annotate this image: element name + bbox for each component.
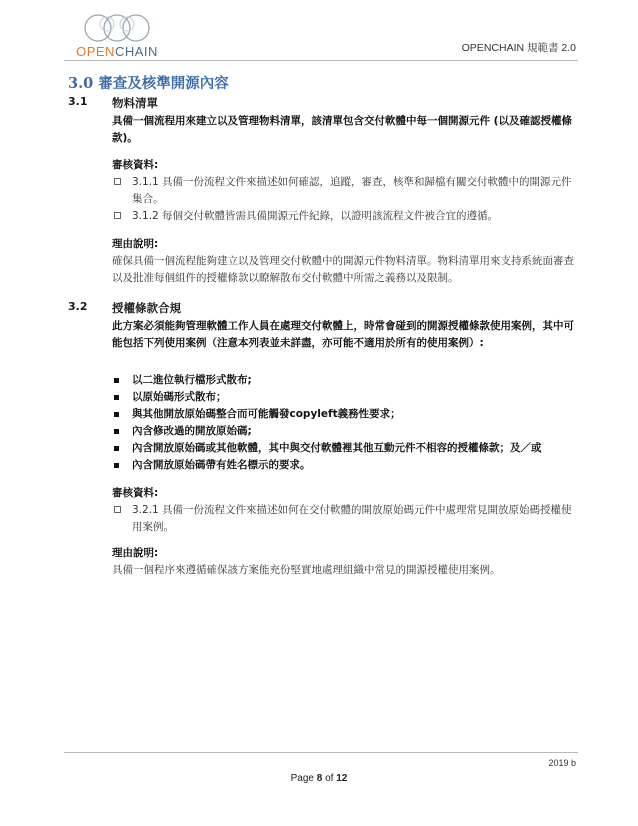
- review-label: 審核資料:: [112, 159, 159, 171]
- requirement-description: 此方案必須能夠管理軟體工作人員在處理交付軟體上，時常會碰到的開源授權條款使用案例，其中可能包括下列使用案例（注意本列表並未詳盡，亦可能不適用於所有的使用案例）:: [112, 320, 574, 349]
- list-item: 以原始碼形式散布；: [112, 389, 578, 406]
- section-heading: 3.0 審查及核準開源內容: [68, 75, 229, 92]
- subsection-number: 3.1: [68, 95, 88, 108]
- footer-divider: [64, 752, 578, 753]
- subsection-title: 授權條款合規: [112, 301, 181, 315]
- footer-version: 2019 b: [548, 758, 576, 768]
- bullet-square-icon: [114, 429, 119, 434]
- bullet-square-icon: [114, 412, 119, 417]
- list-item: 與其他開放原始碼整合而可能觸發copyleft義務性要求；: [112, 406, 578, 423]
- page-number: Page 8 of 12: [290, 773, 348, 784]
- requirement-description: 具備一個流程用來建立以及管理物料清單，該清單包含交付軟體中每一個開源元件 (以及確認授權條款)。: [112, 115, 572, 144]
- checkbox-icon: [114, 178, 121, 185]
- review-item: 3.1.1 具備一份流程文件來描述如何確認，追蹤，審查，核準和歸檔有關交付軟體中的開源元件集合。: [112, 174, 578, 208]
- use-case-list: [112, 372, 578, 474]
- bullet-square-icon: [114, 378, 119, 383]
- list-item: 內含修改過的開放原始碼;: [112, 423, 578, 440]
- bullet-square-icon: [114, 395, 119, 400]
- openchain-logo: [62, 10, 172, 62]
- review-list: [112, 502, 578, 536]
- review-item: 3.1.2 每個交付軟體皆需具備開源元件紀錄，以證明該流程文件被合宜的遵循。: [112, 208, 578, 225]
- review-list: [112, 174, 578, 225]
- rationale-label: 理由說明:: [112, 547, 159, 559]
- subsection-title: 物料清單: [112, 96, 158, 110]
- review-label: 審核資料:: [112, 487, 159, 499]
- list-item: 內含開放原始碼帶有姓名標示的要求。: [112, 457, 578, 474]
- checkbox-icon: [114, 506, 121, 513]
- logo-wordmark: OPENCHAIN: [76, 44, 158, 59]
- header-divider: [64, 60, 578, 61]
- rationale-text: 確保具備一個流程能夠建立以及管理交付軟體中的開源元件物料清單。物料清單用來支持系統面審查以及批准每個組件的授權條款以瞭解散布交付軟體中所需之義務以及限制。: [112, 255, 574, 284]
- chain-rings-icon: [62, 10, 172, 46]
- header-title: OPENCHAIN 規範書 2.0: [461, 42, 576, 54]
- rationale-label: 理由說明:: [112, 238, 159, 250]
- bullet-square-icon: [114, 446, 119, 451]
- list-item: 以二進位執行檔形式散布;: [112, 372, 578, 389]
- bullet-square-icon: [114, 463, 119, 468]
- checkbox-icon: [114, 212, 121, 219]
- list-item: 內含開放原始碼或其他軟體，其中與交付軟體裡其他互動元件不相容的授權條款；及／或: [112, 440, 578, 457]
- review-item: 3.2.1 具備一份流程文件來描述如何在交付軟體的開放原始碼元件中處理常見開放原始碼授權使用案例。: [112, 502, 578, 536]
- rationale-text: 具備一個程序來遵循確保該方案能充份堅實地處理組織中常見的開源授權使用案例。: [112, 564, 501, 576]
- subsection-number: 3.2: [68, 300, 88, 313]
